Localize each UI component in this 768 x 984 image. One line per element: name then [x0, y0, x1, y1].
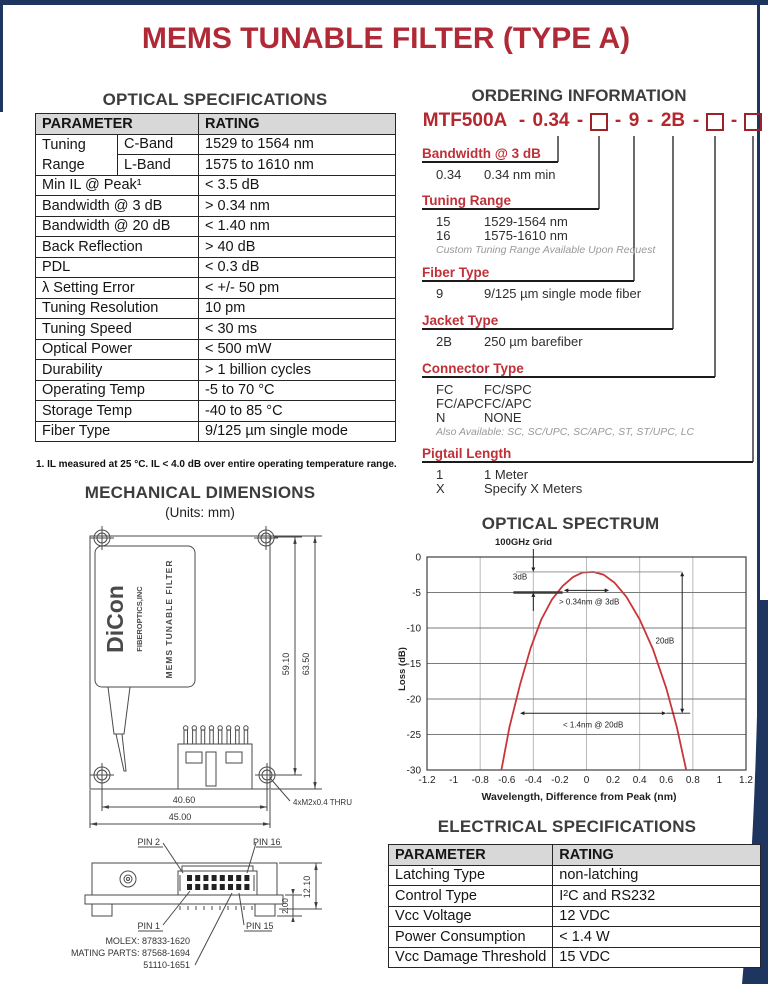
parameter-label: Control Type	[389, 886, 553, 907]
option-code: 16	[436, 228, 451, 243]
table-row	[36, 216, 396, 237]
dash: -	[518, 110, 526, 131]
svg-text:0.2: 0.2	[606, 775, 621, 786]
column-header-parameter: PARAMETER	[36, 114, 199, 135]
order-option	[436, 334, 583, 349]
dash: -	[614, 110, 622, 131]
parameter-label: Optical Power	[36, 339, 199, 360]
option-code: FC	[436, 382, 454, 397]
pin2-label: PIN 2	[137, 837, 160, 847]
svg-text:-30: -30	[406, 765, 421, 777]
table-row	[36, 319, 396, 340]
grid-note: 100GHz Grid	[495, 537, 553, 548]
left-border-bar	[0, 0, 3, 112]
pin15-label: PIN 15	[246, 921, 274, 931]
tuning-range-label: Tuning Range	[36, 134, 118, 175]
device-company-label: FIBEROPTICS,INC	[135, 586, 144, 652]
section-title-connector-type: Connector Type	[422, 361, 524, 376]
dash: -	[576, 110, 584, 131]
optical-specs-heading: OPTICAL SPECIFICATIONS	[102, 90, 328, 109]
connector-type-note: Also Available: SC, SC/UPC, SC/APC, ST, ST/UPC, LC	[436, 426, 695, 438]
option-code: 1	[436, 467, 444, 482]
pin16-label: PIN 16	[253, 837, 281, 847]
rating-value: < 1.4 W	[553, 927, 761, 948]
svg-text:-25: -25	[406, 730, 421, 741]
rating-value: I²C and RS232	[553, 886, 761, 907]
section-title-jacket-type: Jacket Type	[422, 313, 499, 328]
table-row	[389, 927, 761, 948]
order-option	[436, 396, 532, 411]
mechanical-heading: MECHANICAL DIMENSIONS	[84, 483, 316, 502]
electrical-heading: ELECTRICAL SPECIFICATIONS	[437, 817, 697, 836]
section-title-bandwidth: Bandwidth @ 3 dB	[422, 146, 541, 161]
spectrum-heading: OPTICAL SPECTRUM	[481, 514, 660, 533]
dash: -	[730, 110, 738, 131]
table-row	[36, 278, 396, 299]
part-jacket-type: 2B	[660, 110, 686, 131]
parameter-label: Power Consumption	[389, 927, 553, 948]
electrical-specs-table	[388, 844, 761, 968]
order-option	[436, 410, 522, 425]
parameter-label: Vcc Damage Threshold	[389, 947, 553, 968]
dim-40-60: 40.60	[172, 795, 196, 805]
rating-value: < 30 ms	[199, 319, 396, 340]
svg-text:3dB: 3dB	[512, 572, 528, 582]
parameter-label: Latching Type	[389, 865, 553, 886]
dash: -	[646, 110, 654, 131]
svg-text:1: 1	[716, 775, 723, 786]
part-bandwidth: 0.34	[532, 110, 570, 131]
placeholder-box-pigtail-length	[744, 113, 762, 131]
dim-59-10: 59.10	[281, 652, 291, 676]
svg-text:< 1.4nm @ 20dB: < 1.4nm @ 20dB	[562, 720, 624, 730]
table-row	[36, 196, 396, 217]
option-desc: FC/SPC	[484, 382, 532, 397]
order-option	[436, 382, 532, 397]
parameter-label: Min IL @ Peak¹	[36, 175, 199, 196]
x-axis-label: Wavelength, Difference from Peak (nm)	[481, 791, 677, 803]
rating-value: 15 VDC	[553, 947, 761, 968]
order-option	[436, 214, 568, 229]
rating-value: < +/- 50 pm	[199, 278, 396, 299]
option-code: 2B	[436, 334, 452, 349]
rating-value: 12 VDC	[553, 906, 761, 927]
rating-value: < 3.5 dB	[199, 175, 396, 196]
table-row	[36, 237, 396, 258]
mating-parts-line1: MATING PARTS: 87568-1694	[70, 948, 190, 958]
option-code: 15	[436, 214, 451, 229]
table-header-row	[36, 114, 396, 135]
ordering-information-section	[398, 86, 760, 510]
band-label: L-Band	[118, 155, 199, 176]
thread-note: 4xM2x0.4 THRU	[293, 798, 352, 807]
rating-value: > 0.34 nm	[199, 196, 396, 217]
svg-text:1.2: 1.2	[739, 775, 753, 786]
table-row	[389, 947, 761, 968]
optical-specs-table	[35, 113, 396, 442]
table-row	[36, 360, 396, 381]
order-option	[436, 467, 528, 482]
rating-value: > 1 billion cycles	[199, 360, 396, 381]
svg-text:> 0.34nm @ 3dB: > 0.34nm @ 3dB	[558, 597, 620, 607]
parameter-label: Tuning Speed	[36, 319, 199, 340]
order-option	[436, 481, 582, 496]
placeholder-box-tuning-range	[590, 113, 608, 131]
ordering-heading: ORDERING INFORMATION	[471, 86, 687, 105]
y-axis-label: Loss (dB)	[397, 647, 408, 691]
option-desc: 9/125 µm single mode fiber	[484, 286, 642, 301]
option-desc: 1529-1564 nm	[484, 214, 568, 229]
option-desc: 1575-1610 nm	[484, 228, 568, 243]
column-header-rating: RATING	[553, 845, 761, 866]
band-label: C-Band	[118, 134, 199, 155]
order-option	[436, 286, 641, 301]
rating-value: 1575 to 1610 nm	[199, 155, 396, 176]
mating-parts-line2: 51110-1651	[143, 960, 190, 970]
mechanical-top-view	[60, 524, 360, 832]
parameter-label: Bandwidth @ 3 dB	[36, 196, 199, 217]
rating-value: non-latching	[553, 865, 761, 886]
table-row	[36, 401, 396, 422]
part-fiber-type: 9	[628, 110, 640, 131]
option-code: 0.34	[436, 167, 462, 182]
parameter-label: Vcc Voltage	[389, 906, 553, 927]
table-row	[389, 886, 761, 907]
rating-value: < 500 mW	[199, 339, 396, 360]
rating-value: < 0.3 dB	[199, 257, 396, 278]
rating-value: -5 to 70 °C	[199, 380, 396, 401]
page-title: MEMS TUNABLE FILTER (TYPE A)	[141, 22, 631, 55]
rating-value: 9/125 µm single mode	[199, 421, 396, 442]
dim-45-00: 45.00	[168, 812, 192, 822]
molex-part-number: MOLEX: 87833-1620	[105, 936, 190, 946]
optical-footnote: 1. IL measured at 25 °C. IL < 4.0 dB over entire operating temperature range.	[36, 459, 397, 470]
parameter-label: Fiber Type	[36, 421, 199, 442]
svg-text:0: 0	[415, 552, 421, 564]
svg-text:-0.2: -0.2	[551, 775, 569, 786]
table-row	[36, 421, 396, 442]
table-row	[36, 339, 396, 360]
svg-text:-0.6: -0.6	[498, 775, 516, 786]
svg-text:20dB: 20dB	[655, 636, 675, 646]
mechanical-front-view	[60, 831, 360, 983]
tuning-range-note: Custom Tuning Range Available Upon Request	[436, 244, 656, 256]
order-option	[436, 167, 556, 182]
pin1-label: PIN 1	[137, 921, 160, 931]
table-row	[36, 298, 396, 319]
option-desc: Specify X Meters	[484, 481, 583, 496]
rating-value: 10 pm	[199, 298, 396, 319]
table-row	[36, 257, 396, 278]
optical-spectrum-chart	[395, 539, 763, 811]
table-header-row	[389, 845, 761, 866]
section-title-fiber-type: Fiber Type	[422, 265, 490, 280]
device-product-label: MEMS TUNABLE FILTER	[164, 559, 174, 679]
option-code: X	[436, 481, 445, 496]
svg-text:-15: -15	[406, 659, 421, 670]
dim-63-50: 63.50	[301, 652, 311, 676]
parameter-label: Tuning Resolution	[36, 298, 199, 319]
parameter-label: PDL	[36, 257, 199, 278]
parameter-label: λ Setting Error	[36, 278, 199, 299]
dim-12-10: 12.10	[302, 875, 312, 899]
parameter-label: Bandwidth @ 20 dB	[36, 216, 199, 237]
svg-text:-0.8: -0.8	[471, 775, 489, 786]
column-header-rating: RATING	[199, 114, 396, 135]
table-row	[36, 134, 396, 155]
table-row	[36, 175, 396, 196]
parameter-label: Durability	[36, 360, 199, 381]
parameter-label: Operating Temp	[36, 380, 199, 401]
svg-text:-5: -5	[412, 588, 421, 599]
svg-text:-0.4: -0.4	[524, 775, 542, 786]
svg-text:-10: -10	[406, 623, 421, 635]
svg-text:0: 0	[583, 775, 590, 786]
table-row	[389, 865, 761, 886]
option-code: FC/APC	[436, 396, 484, 411]
option-code: N	[436, 410, 446, 425]
part-number	[418, 110, 762, 132]
section-title-tuning-range: Tuning Range	[422, 193, 511, 208]
svg-text:0.8: 0.8	[685, 775, 700, 786]
parameter-label: Back Reflection	[36, 237, 199, 258]
dim-2-00: 2.00	[281, 898, 290, 914]
svg-text:-20: -20	[406, 694, 421, 706]
option-desc: NONE	[484, 410, 522, 425]
order-option	[436, 228, 568, 243]
part-prefix: MTF500A	[422, 110, 508, 131]
svg-text:-1: -1	[449, 775, 459, 786]
svg-text:0.4: 0.4	[632, 775, 647, 786]
option-desc: 250 µm barefiber	[484, 334, 583, 349]
svg-text:0.6: 0.6	[659, 775, 674, 786]
rating-value: > 40 dB	[199, 237, 396, 258]
rating-value: < 1.40 nm	[199, 216, 396, 237]
option-desc: FC/APC	[484, 396, 532, 411]
parameter-label: Storage Temp	[36, 401, 199, 422]
device-brand-label: DiCon	[102, 585, 128, 653]
section-title-pigtail-length: Pigtail Length	[422, 446, 512, 461]
column-header-parameter: PARAMETER	[389, 845, 553, 866]
option-desc: 0.34 nm min	[484, 167, 556, 182]
option-code: 9	[436, 286, 444, 301]
top-border-bar	[0, 0, 768, 5]
table-row	[36, 380, 396, 401]
dash: -	[692, 110, 700, 131]
svg-text:-1.2: -1.2	[418, 775, 436, 786]
spectrum-plot	[395, 539, 763, 787]
units-note: (Units: mm)	[165, 505, 235, 520]
rating-value: -40 to 85 °C	[199, 401, 396, 422]
placeholder-box-connector-type	[706, 113, 724, 131]
rating-value: 1529 to 1564 nm	[199, 134, 396, 155]
option-desc: 1 Meter	[484, 467, 529, 482]
table-row	[389, 906, 761, 927]
